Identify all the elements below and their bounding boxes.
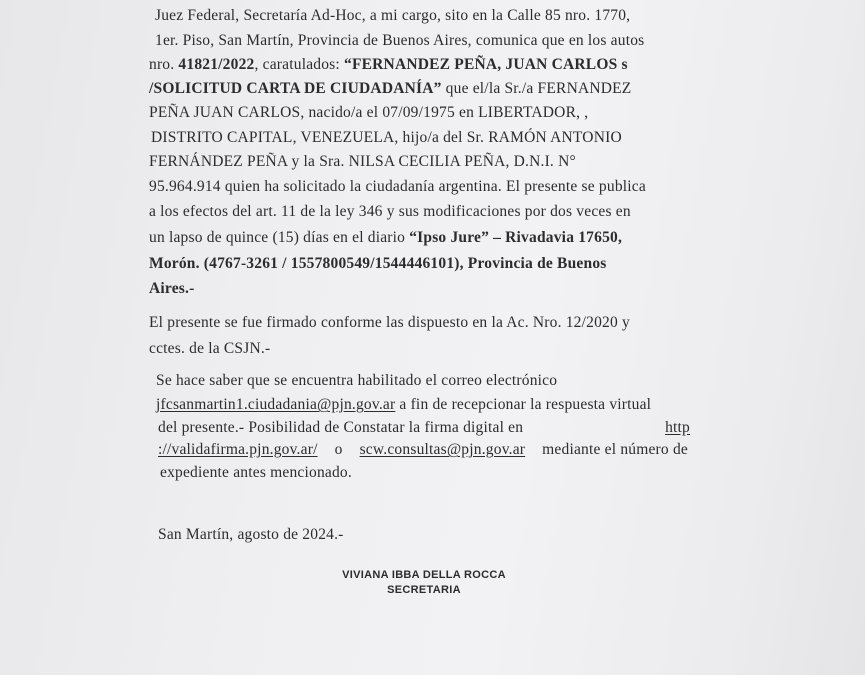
http-link[interactable]: http [665,419,690,436]
signature-block [336,569,512,596]
email-line-2: jfcsanmartin1.ciudadania@pjn.gov.ar a fin de recepcionar la respuesta virtual [156,396,652,413]
firma-line-2: cctes. de la CSJN.- [149,340,271,357]
body-line-11: Morón. (4767-3261 / 1557800549/1544446101), Provincia de Buenos [149,255,607,272]
body-line-9: a los efectos del art. 11 de la ley 346 y sus modificaciones por dos veces en [149,203,631,220]
body-line-8: 95.964.914 quien ha solicitado la ciudadanía argentina. El presente se publica [149,178,646,195]
email-link[interactable]: jfcsanmartin1.ciudadania@pjn.gov.ar [156,396,396,413]
scw-consultas-link[interactable]: scw.consultas@pjn.gov.ar [359,441,526,458]
validafirma-link[interactable]: ://validafirma.pjn.gov.ar/ [158,441,318,458]
firma-line-1: El presente se fue firmado conforme las dispuesto en la Ac. Nro. 12/2020 y [149,314,630,331]
body-line-6: DISTRITO CAPITAL, VENEZUELA, hijo/a del Sr. RAMÓN ANTONIO [151,129,622,146]
body-line-10: un lapso de quince (15) días en el diario “Ipso Jure” – Rivadavia 17650, [149,229,623,246]
case-number: 41821/2022 [178,56,255,73]
case-title-part2: /SOLICITUD CARTA DE CIUDADANÍA” [149,80,442,97]
date-line: San Martín, agosto de 2024.- [158,526,344,543]
body-line-3: nro. 41821/2022, caratulados: “FERNANDEZ PEÑA, JUAN CARLOS s [149,56,628,73]
body-line-7: FERNÁNDEZ PEÑA y la Sra. NILSA CECILIA PEÑA, D.N.I. N° [149,153,576,170]
body-line-4: /SOLICITUD CARTA DE CIUDADANÍA” que el/la Sr./a FERNANDEZ [149,80,632,97]
case-title-part1: “FERNANDEZ PEÑA, JUAN CARLOS s [344,56,628,73]
body-line-5: PEÑA JUAN CARLOS, nacido/a el 07/09/1975 en LIBERTADOR, , [149,104,589,121]
body-line-2: 1er. Piso, San Martín, Provincia de Buenos Aires, comunica que en los autos [155,32,645,49]
signatory-title: SECRETARIA [387,584,461,596]
body-line-12: Aires.- [149,280,195,297]
email-line-1: Se hace saber que se encuentra habilitado el correo electrónico [156,372,558,389]
email-line-5: expediente antes mencionado. [160,464,352,481]
body-line-1: Juez Federal, Secretaría Ad-Hoc, a mi cargo, sito en la Calle 85 nro. 1770, [155,7,631,24]
signatory-name: VIVIANA IBBA DELLA ROCCA [342,569,506,581]
newspaper-name: “Ipso Jure” – Rivadavia 17650, [409,229,623,246]
email-line-3: del presente.- Posibilidad de Constatar la firma digital en http [158,419,690,436]
email-line-4: ://validafirma.pjn.gov.ar/ o scw.consultas@pjn.gov.ar mediante el número de [158,441,688,458]
